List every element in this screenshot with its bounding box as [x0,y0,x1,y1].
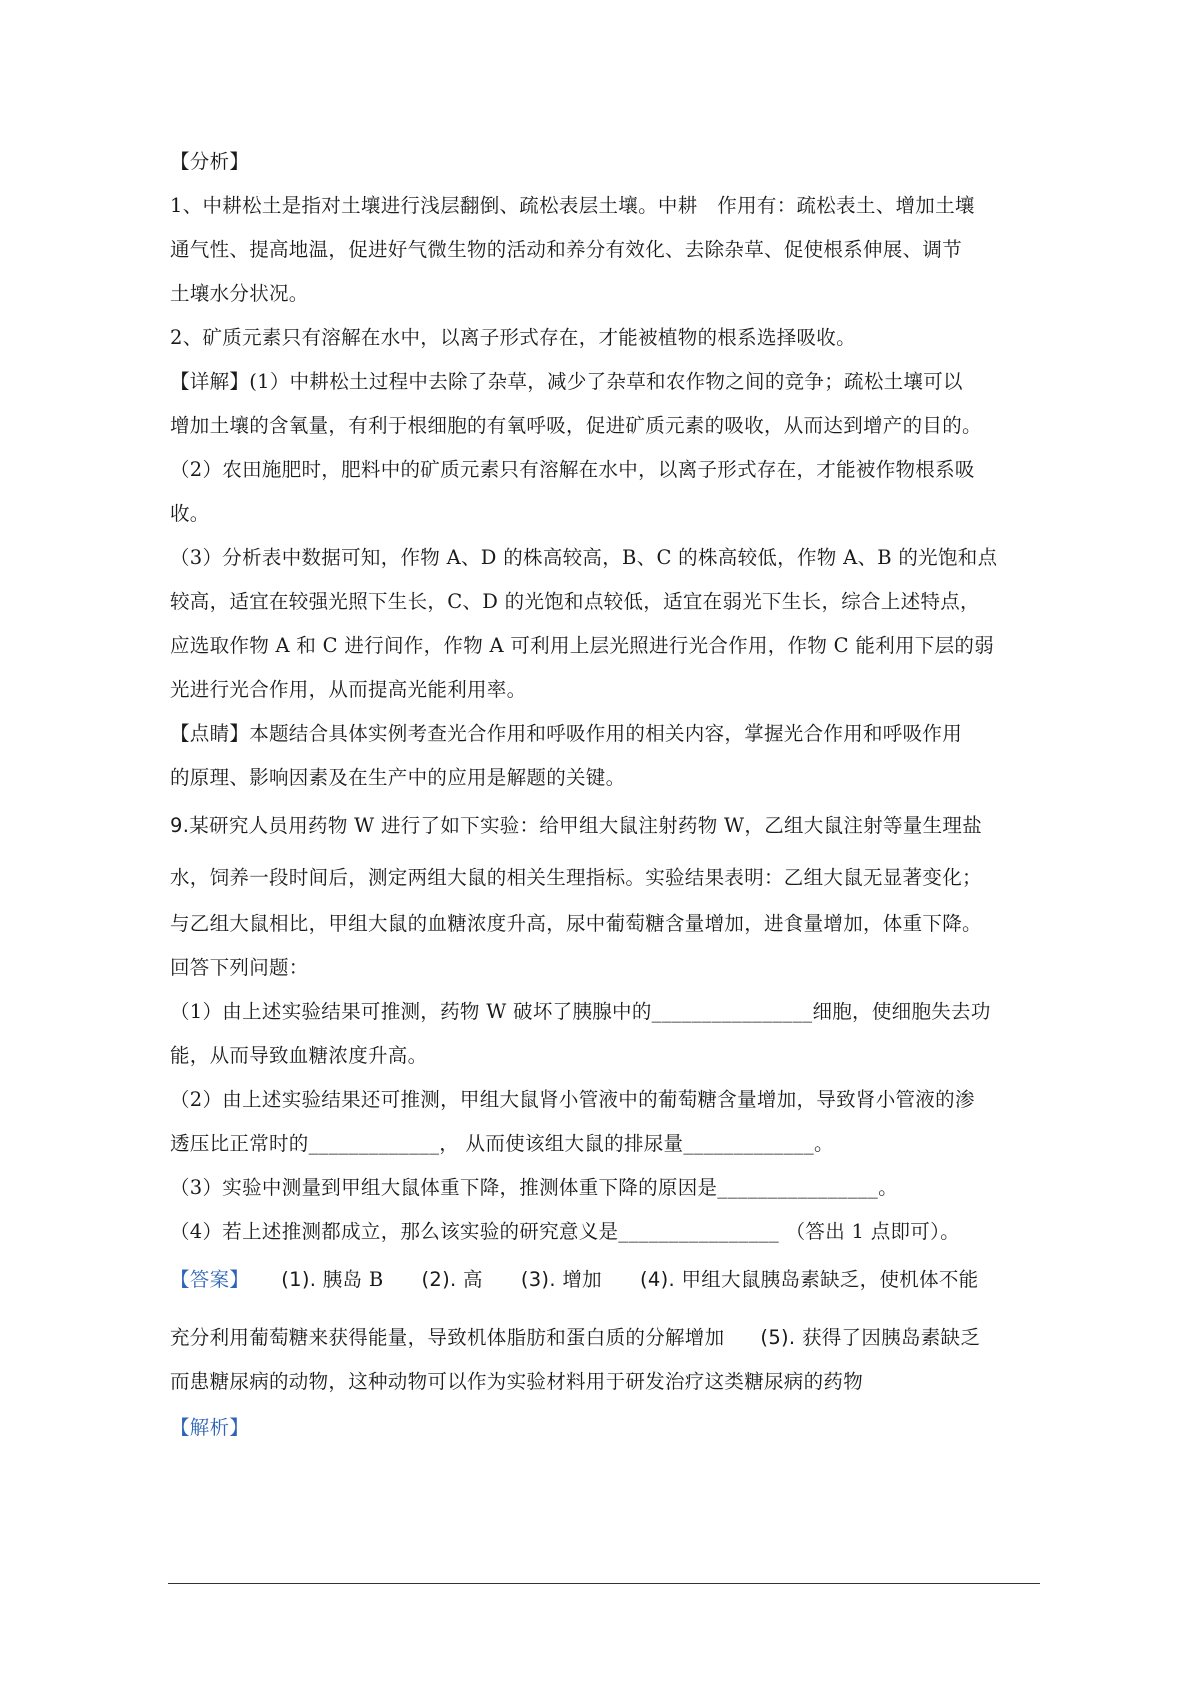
answer-label: 【答案】 [170,1268,250,1291]
answer-number: (1). [281,1268,317,1291]
answer-number: (5). [760,1326,796,1349]
answer-line [170,1322,1040,1350]
subquestion-1: （1）由上述实验结果可推测，药物 W 破坏了胰腺中的________________细胞，使细胞失去功 [170,1000,991,1023]
answer-value: 胰岛 B [322,1268,384,1291]
comment-line: 的原理、影响因素及在生产中的应用是解题的关键。 [170,766,626,789]
detail-line: 较高，适宜在较强光照下生长，C、D 的光饱和点较低，适宜在弱光下生长，综合上述特点， [170,590,980,613]
analysis-line: 1、中耕松土是指对土壤进行浅层翻倒、疏松表层土壤。中耕 作用有：疏松表土、增加土壤 [170,194,975,217]
question-text: 某研究人员用药物 W 进行了如下实验：给甲组大鼠注射药物 W，乙组大鼠注射等量生理盐 [189,814,982,837]
subquestion-2-cont: 透压比正常时的_____________， 从而使该组大鼠的排尿量_____________。 [170,1132,834,1155]
answer-value: 获得了因胰岛素缺乏 [801,1326,981,1349]
detail-line: 应选取作物 A 和 C 进行间作，作物 A 可利用上层光照进行光合作用，作物 C 能利用下层的弱 [170,634,994,657]
answer-value: 高 [463,1268,483,1291]
answer-line: 而患糖尿病的动物，这种动物可以作为实验材料用于研发治疗这类糖尿病的药物 [170,1370,864,1393]
subquestion-2: （2）由上述实验结果还可推测，甲组大鼠肾小管液中的葡萄糖含量增加，导致肾小管液的渗 [170,1088,975,1111]
explain-label: 【解析】 [170,1416,250,1439]
footer-divider [168,1583,1040,1584]
answer-value: 增加 [562,1268,602,1291]
question-9-line [170,810,1040,838]
comment-line: 【点睛】本题结合具体实例考查光合作用和呼吸作用的相关内容，掌握光合作用和呼吸作用 [170,722,963,745]
analysis-line: 土壤水分状况。 [170,282,309,305]
detail-line: 收。 [170,502,210,525]
question-number: 9. [170,814,190,837]
analysis-heading: 【分析】 [170,150,250,173]
question-9-line: 水，饲养一段时间后，测定两组大鼠的相关生理指标。实验结果表明：乙组大鼠无显著变化； [170,866,982,889]
subquestion-1-cont: 能，从而导致血糖浓度升高。 [170,1044,428,1067]
subquestion-3: （3）实验中测量到甲组大鼠体重下降，推测体重下降的原因是________________。 [170,1176,898,1199]
detail-line: （3）分析表中数据可知，作物 A、D 的株高较高，B、C 的株高较低，作物 A、B 的光饱和点 [170,546,998,569]
answer-line [170,1264,1040,1292]
answer-number: (2). [421,1268,457,1291]
detail-line: （2）农田施肥时，肥料中的矿质元素只有溶解在水中，以离子形式存在，才能被作物根系吸 [170,458,975,481]
subquestion-4: （4）若上述推测都成立，那么该实验的研究意义是________________ （答出 1 点即可）。 [170,1220,960,1243]
question-9-line: 回答下列问题： [170,956,309,979]
answer-number: (4). [639,1268,675,1291]
question-9-line: 与乙组大鼠相比，甲组大鼠的血糖浓度升高，尿中葡萄糖含量增加，进食量增加，体重下降。 [170,912,982,935]
answer-value: 甲组大鼠胰岛素缺乏，使机体不能 [681,1268,979,1291]
detail-line: 【详解】(1）中耕松土过程中去除了杂草，减少了杂草和农作物之间的竞争；疏松土壤可以 [170,370,963,393]
analysis-line: 通气性、提高地温，促进好气微生物的活动和养分有效化、去除杂草、促使根系伸展、调节 [170,238,963,261]
answer-value: 充分利用葡萄糖来获得能量，导致机体脂肪和蛋白质的分解增加 [170,1326,725,1349]
detail-line: 光进行光合作用，从而提高光能利用率。 [170,678,527,701]
detail-line: 增加土壤的含氧量，有利于根细胞的有氧呼吸，促进矿质元素的吸收，从而达到增产的目的。 [170,414,982,437]
analysis-line: 2、矿质元素只有溶解在水中，以离子形式存在，才能被植物的根系选择吸收。 [170,326,856,349]
answer-number: (3). [520,1268,556,1291]
